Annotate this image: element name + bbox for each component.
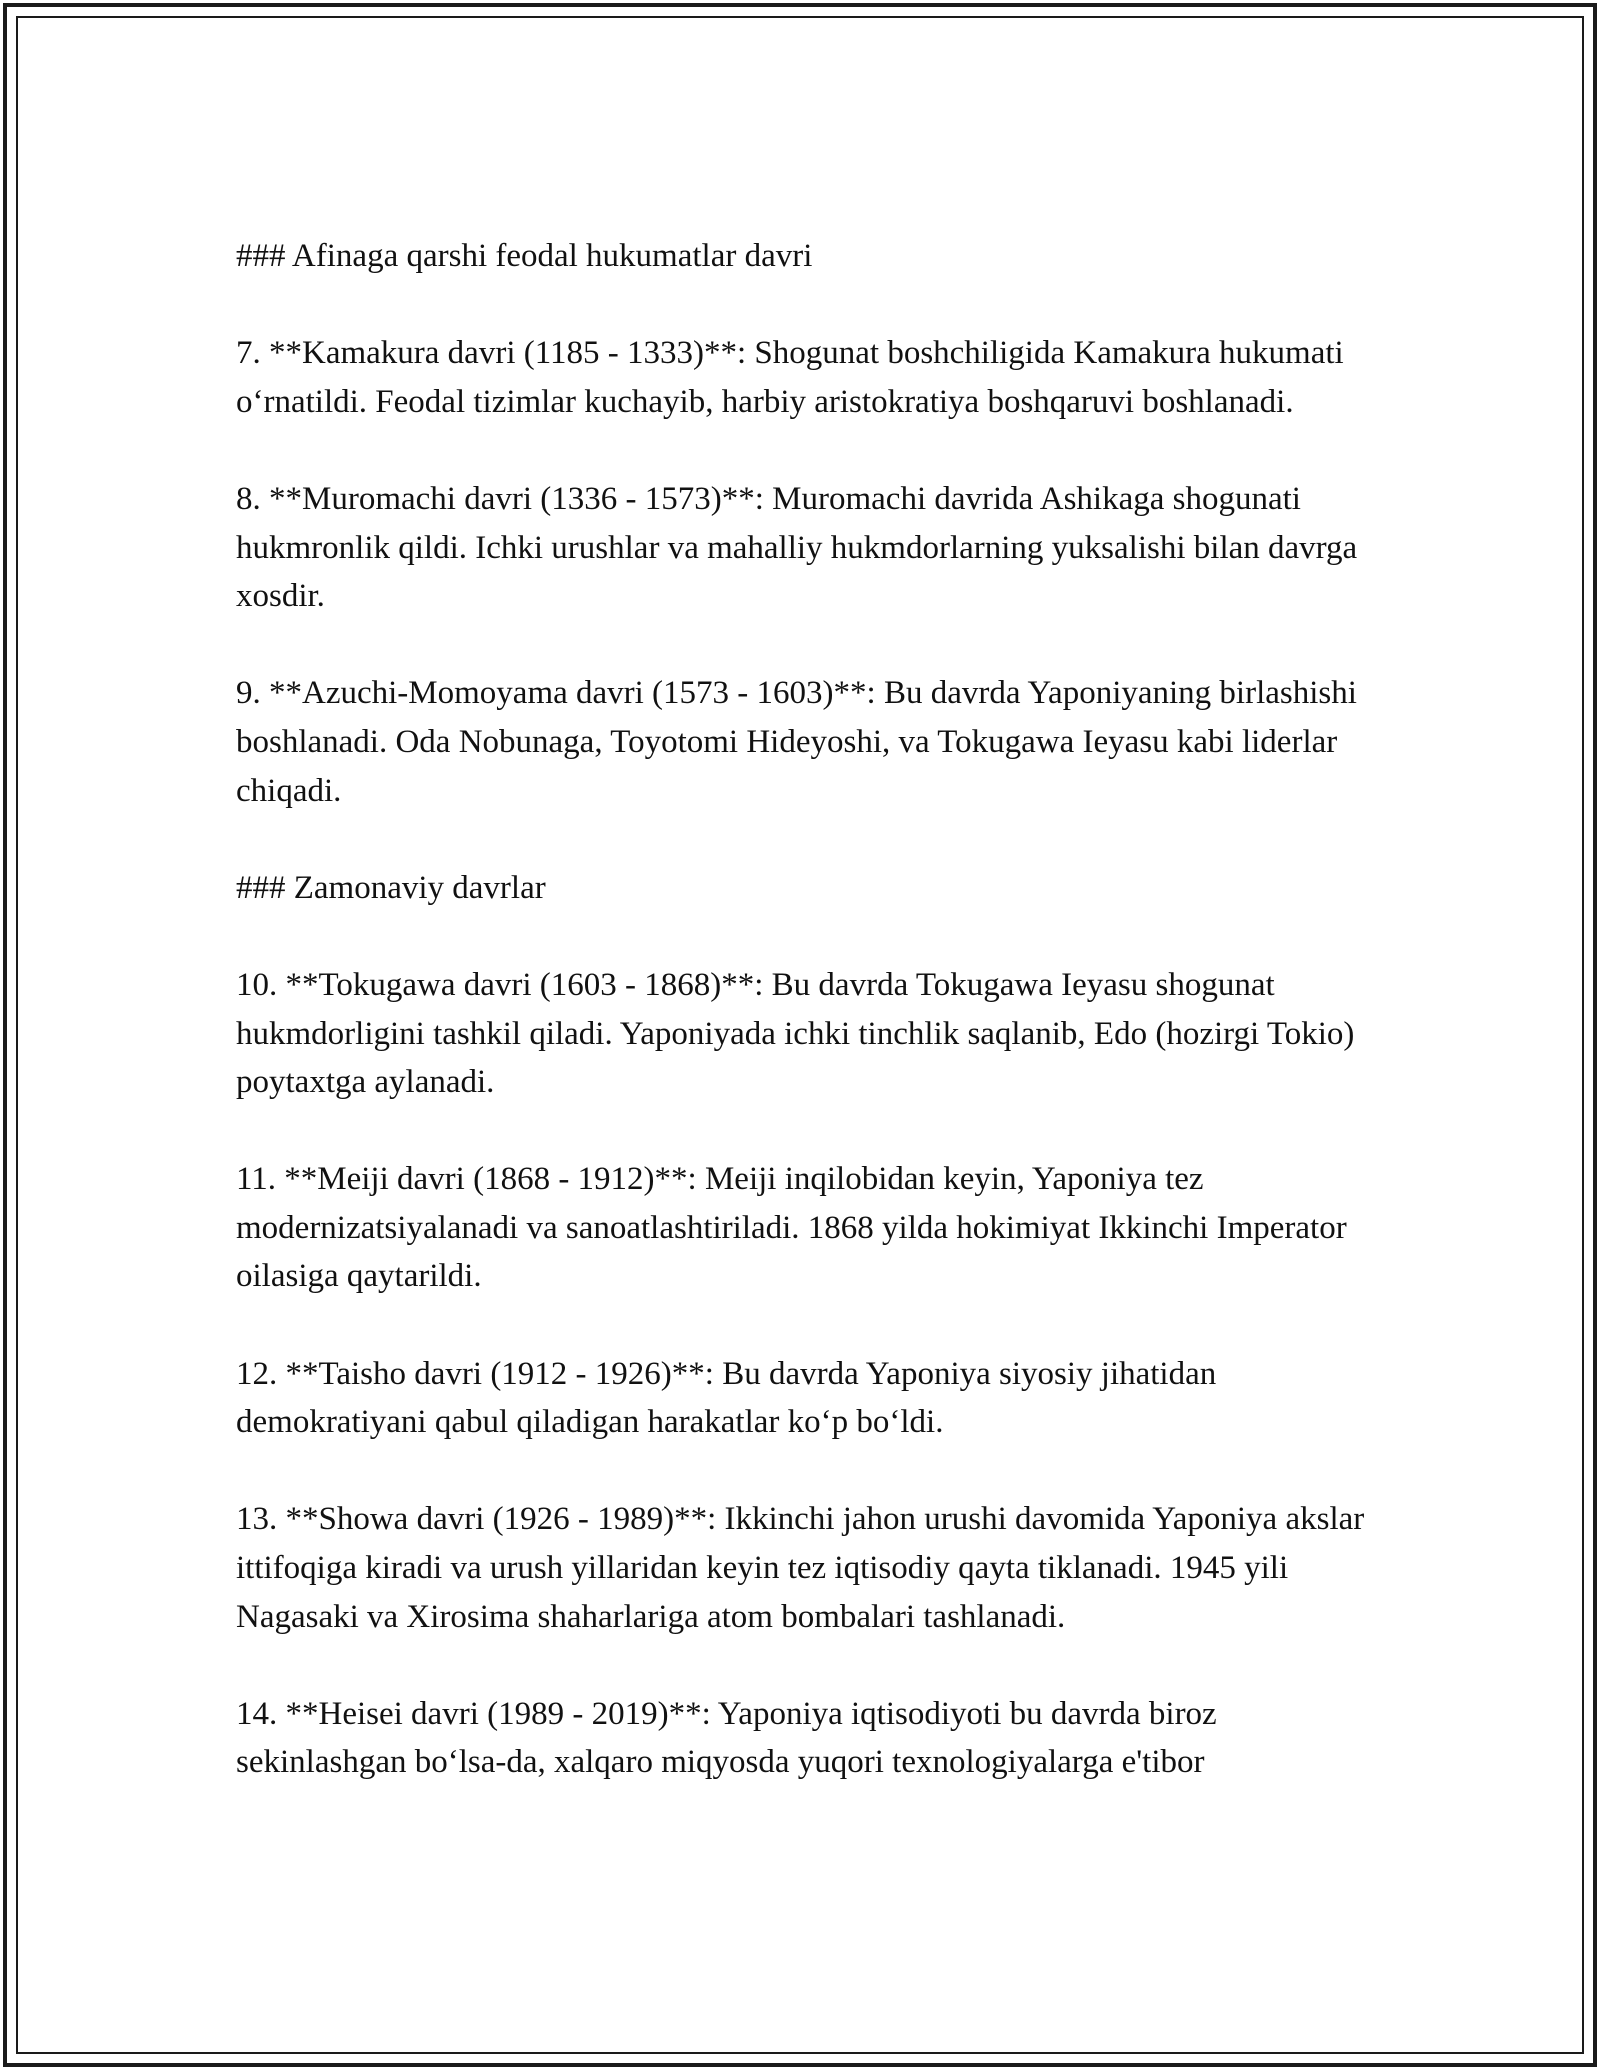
paragraph-gap xyxy=(236,1641,1386,1690)
paragraph-gap xyxy=(236,426,1386,475)
section-heading-modern: ### Zamonaviy davrlar xyxy=(236,869,546,906)
section-heading-feudal: ### Afinaga qarshi feodal hukumatlar davri xyxy=(236,238,813,274)
list-item-azuchi-momoyama: 9. **Azuchi-Momoyama davri (1573 - 1603)**: Bu davrda Yaponiyaning birlashishi boshlanadi. Oda Nobunaga, Toyotomi Hideyoshi, va Tokugawa Ieyasu kabi liderlar chiqadi. xyxy=(236,675,1357,809)
paragraph-gap xyxy=(236,621,1386,670)
list-item-muromachi: 8. **Muromachi davri (1336 - 1573)**: Muromachi davrida Ashikaga shogunati hukmronlik qildi. Ichki urushlar va mahalliy hukmdorlarning yuksalishi bilan davrga xosdir. xyxy=(236,480,1358,615)
list-item-taisho: 12. **Taisho davri (1912 - 1926)**: Bu davrda Yaponiya siyosiy jihatidan demokratiyani qabul qiladigan harakatlar ko‘p bo‘ldi. xyxy=(236,1355,1217,1441)
list-item-meiji: 11. **Meiji davri (1868 - 1912)**: Meiji inqilobidan keyin, Yaponiya tez modernizatsiyalanadi va sanoatlashtiriladi. 1868 yilda hokimiyat Ikkinchi Imperator oilasiga qaytarildi. xyxy=(236,1161,1347,1295)
document-body xyxy=(236,232,1386,1787)
list-item-showa: 13. **Showa davri (1926 - 1989)**: Ikkinchi jahon urushi davomida Yaponiya akslar ittifoqiga kiradi va urush yillaridan keyin tez iqtisodiy qayta tiklanadi. 1945 yili Nagasaki va Xirosima shaharlariga atom bombalari tashlanadi. xyxy=(236,1501,1365,1635)
paragraph-gap xyxy=(236,1301,1386,1350)
paragraph-gap xyxy=(236,912,1386,961)
paragraph-gap xyxy=(236,1107,1386,1156)
list-item-kamakura: 7. **Kamakura davri (1185 - 1333)**: Shogunat boshchiligida Kamakura hukumati o‘rnatildi. Feodal tizimlar kuchayib, harbiy aristokratiya boshqaruvi boshlanadi. xyxy=(236,335,1344,420)
paragraph-gap xyxy=(236,1447,1386,1496)
list-item-tokugawa: 10. **Tokugawa davri (1603 - 1868)**: Bu davrda Tokugawa Ieyasu shogunat hukmdorligini tashkil qiladi. Yaponiyada ichki tinchlik saqlanib, Edo (hozirgi Tokio) poytaxtga aylanadi. xyxy=(236,966,1355,1101)
paragraph-gap xyxy=(236,815,1386,864)
paragraph-gap xyxy=(236,281,1386,330)
list-item-heisei: 14. **Heisei davri (1989 - 2019)**: Yaponiya iqtisodiyoti bu davrda biroz sekinlashgan bo‘lsa-da, xalqaro miqyosda yuqori texnologiyalarga e'tibor xyxy=(236,1695,1217,1781)
